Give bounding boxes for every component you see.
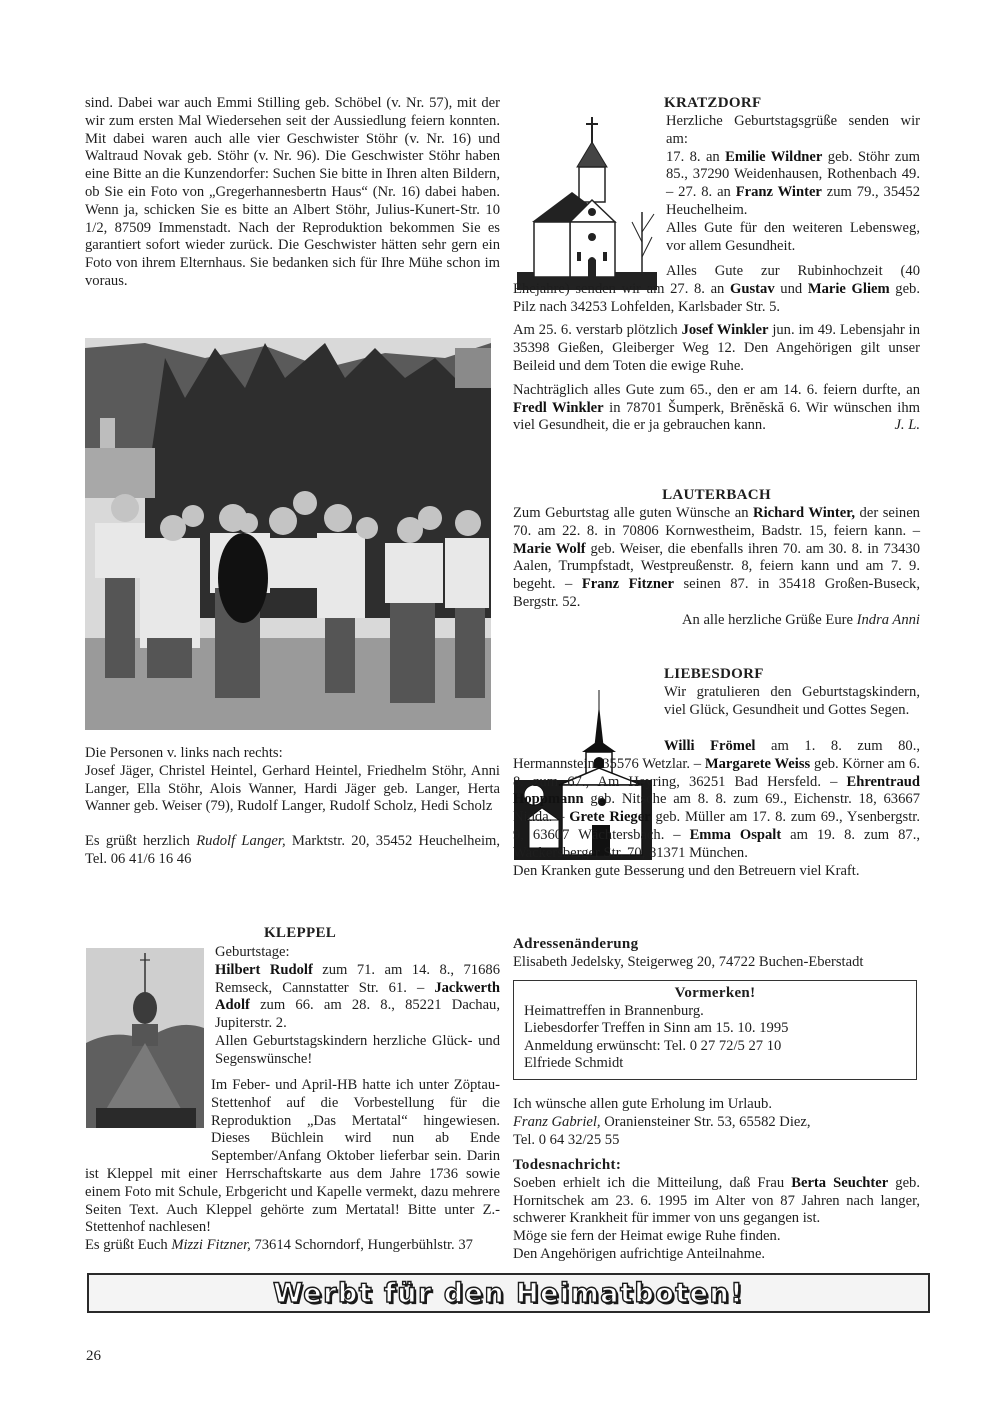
vormerken-line: Liebesdorfer Treffen in Sinn am 15. 10. 1995 — [524, 1020, 789, 1037]
death-notice-heading: Todesnachricht: — [513, 1157, 622, 1173]
text-run: geb. Weiser, die ebenfalls ihren 70. am 30. 8. in 73430 Aalen, Trumpfstadt, Westpreußenstr. 8, feiern kann und am 7. 9. begeht. – — [513, 540, 921, 593]
text-run: seinen 87. in 35418 Großen-Buseck, Bergstr. 52. — [513, 576, 921, 610]
kratzdorf-obituary — [513, 322, 920, 375]
liebesdorf-heading: LIEBESDORF — [664, 666, 764, 682]
intro-paragraph — [85, 95, 500, 291]
text-run: zum 79., 35452 Heuchelheim. — [666, 184, 921, 218]
kratzdorf-birthdays — [666, 149, 920, 220]
bold-name: Franz Fitzner — [581, 576, 674, 593]
kratzdorf-belated-wishes — [513, 382, 920, 435]
group-photo — [85, 338, 491, 730]
kleppel-birthdays — [215, 962, 500, 1033]
kleppel-announcement-text: Im Feber- und April-HB hatte ich unter Zöptau-Stettenhof auf die Vorbestellung für die Reproduktion „Das Mertatal“ hingewiesen. Dieses Büchlein wird nun ab Ende September/Anfang Oktober lieferbar sein. Darin ist Kleppel mit einer Herrschaftskarte aus dem Jahre 1736 sowie einem Foto mit Schule, Erbgericht und Kapelle vermekt, dazu mehrere Seiten Text. Auch Kleppel gehörte zum Mertatal! Bitte unter Z.-Stettenhof nachlesen! — [85, 1077, 500, 1236]
death-notice — [513, 1157, 920, 1264]
text-run: der seinen 70. am 22. 8. in 70806 Kornwestheim, Badstr. 15, feiern kann. – — [513, 505, 920, 539]
vormerken-heading: Vormerken! — [674, 985, 756, 1001]
bold-name: Fredl Winkler — [513, 399, 604, 416]
text-run: geb. Körner am 6. 8. zum 67., Am Heyring, 36251 Bad Hersfeld. – — [513, 755, 921, 790]
intro-text: sind. Dabei war auch Emmi Stilling geb. Schöbel (v. Nr. 57), mit der wir zum ersten Mal Wiedersehen seit der Aussiedlung feiern konnten. Mit dabei waren auch alle vier Geschwister Stöhr (v. Nr. 16) und Waltraud Novak geb. Stöhr (v. Nr. 96). Die Geschwister Stöhr haben eine Bitte an die Kunzendorfer: Suchen Sie bitte in Ihren alten Bildern, ob Sie ein Foto von „Gregerhannesbertn Haus“ (Nr. 16) dabei haben. Wenn ja, schicken Sie es bitte an Albert Stöhr, Julius-Kunert-Str. 10 1/2, 87509 Immenstadt. Nach der Reproduktion bekommen Sie es garantiert sofort wieder zurück. Die Geschwister hätten sehr gern ein Foto von ihrem Elternhaus. Sie bedanken sich für Ihre Mühe schon im voraus. — [85, 95, 500, 289]
text-run: geb. Hornitschek am 23. 6. 1995 im Alter von 87 Jahren nach langer, schwerer Krankheit für immer von uns gegangen ist. — [513, 1174, 920, 1227]
kleppel-announcement — [85, 1077, 500, 1255]
page-number: 26 — [86, 1348, 101, 1364]
text-run: Am 25. 6. verstarb plötzlich — [513, 322, 682, 339]
text-run: Alles Gute zur Rubinhochzeit (40 Ehejahre) senden wir am 27. 8. an — [513, 263, 920, 297]
gabriel-wishes: Ich wünsche allen gute Erholung im Urlaub. — [513, 1096, 772, 1112]
address-change-heading: Adressenänderung — [513, 936, 639, 952]
caption-title: Die Personen v. links nach rechts: — [85, 745, 283, 761]
banner-text: Werbt für den Heimatboten! — [272, 1277, 745, 1309]
text-run: Soeben erhielt ich die Mitteilung, daß Frau — [513, 1174, 792, 1191]
text-run: geb. Müller am 17. 8. zum 69., Ysenbergstr. 9, 63607 Wächtersbach. – — [513, 809, 920, 843]
photo-caption — [85, 745, 500, 869]
caption-names: Josef Jäger, Christel Heintel, Gerhard Heintel, Friedhelm Stöhr, Anni Langer, Ella Stöhr, Alois Wanner, Hardi Jäger geb. Langer, Herta Wanner geb. Weiser (79), Rudolf Langer, Rudolf Scholz, Hedi Scholz — [85, 762, 500, 815]
text-run: geb. Stöhr zum 85., 37290 Weidenhausen, Rothenbach 49. – 27. 8. an — [666, 148, 920, 201]
text-run: zum 71. am 14. 8., 71686 Remseck, Cannstatter Str. 61. – — [215, 961, 500, 996]
liebesdorf-text — [513, 738, 920, 880]
text-run: 17. 8. an — [666, 148, 726, 165]
vormerken-box — [513, 980, 917, 1080]
liebesdorf-birthdays — [513, 738, 920, 863]
kratzdorf-signature: J. L. — [894, 417, 920, 434]
vormerken-line: Elfriede Schmidt — [524, 1055, 624, 1072]
kleppel-wishes: Allen Geburtstagskindern herzliche Glück- und Segenswünsche! — [215, 1032, 500, 1067]
bold-name: Willi Frömel — [664, 738, 756, 754]
kratzdorf-ruby-wedding — [513, 263, 920, 316]
text-run: jun. im 49. Lebensjahr in 35398 Gießen, Gleiberger Weg 12. Den Angehörigen gilt unser Beileid und dem Toten die ewige Ruhe. — [513, 322, 920, 374]
bold-name: Emilie Wildner — [725, 148, 823, 165]
kleppel-text — [215, 944, 500, 1069]
bold-name: Berta Seuchter — [791, 1174, 889, 1191]
bold-name: Josef Winkler — [681, 322, 769, 339]
bold-name: Jackwerth Adolf — [215, 979, 500, 1014]
address-change-text: Elisabeth Jedelsky, Steigerweg 20, 74722 Buchen-Eberstadt — [513, 953, 864, 970]
death-notice-wish: Möge sie fern der Heimat ewige Ruhe finden. — [513, 1228, 781, 1245]
photo-spacer — [85, 1077, 211, 1165]
death-notice-condolence: Den Angehörigen aufrichtige Anteilnahme. — [513, 1245, 766, 1262]
address-change — [513, 936, 920, 972]
caption-greeting: Es grüßt herzlich Rudolf Langer, Marktstr. 20, 35452 Heuchelheim, Tel. 06 41/6 16 46 — [85, 833, 501, 867]
gabriel-phone: Tel. 0 64 32/25 55 — [513, 1131, 620, 1148]
text-run: am 1. 8. zum 80., Hermannstein, 35576 Wetzlar. – — [513, 738, 920, 772]
kratzdorf-wishes: Alles Gute für den weiteren Lebensweg, vor allem Gesundheit. — [666, 219, 920, 254]
bold-name: Franz Winter — [735, 184, 822, 201]
bold-name: Marie Wolf — [513, 540, 586, 557]
kratzdorf-anniversary — [513, 263, 920, 435]
bold-name: Margarete Weiss — [704, 755, 811, 772]
vormerken-line: Anmeldung erwünscht: Tel. 0 27 72/5 27 10 — [524, 1037, 782, 1054]
gabriel-note — [513, 1096, 920, 1149]
bold-name: Ehrentraud Hoppmann — [513, 773, 920, 808]
liebesdorf-wishes: Den Kranken gute Besserung und den Betreuern viel Kraft. — [513, 862, 860, 879]
lauterbach-text — [513, 505, 920, 630]
kratzdorf-top-text — [666, 113, 920, 255]
bold-name: Marie Gliem — [807, 280, 890, 297]
promo-banner — [87, 1273, 930, 1313]
text-run: in 78701 Šumperk, Brĕnĕskă 6. Wir wünschen ihm viel Gesundheit, die er ja gebrauchen kann. — [513, 399, 920, 434]
lauterbach-signature: An alle herzliche Grüße Eure Indra Anni — [681, 611, 920, 628]
gabriel-address: Franz Gabriel, Oranienstеiner Str. 53, 65582 Diez, — [513, 1113, 811, 1130]
lauterbach-heading: LAUTERBACH — [662, 487, 771, 503]
text-run: am 19. 8. zum 87., Wackersberger Str. 70, 81371 München. — [513, 826, 920, 861]
bold-name: Richard Winter, — [753, 505, 856, 521]
kratzdorf-heading: KRATZDORF — [664, 95, 762, 111]
greeting-name: Rudolf Langer, — [196, 833, 286, 850]
text-run: und — [774, 280, 808, 297]
vormerken-line: Heimattreffen in Brannenburg. — [524, 1002, 704, 1019]
group-photo-image — [85, 338, 491, 730]
liebesdorf-greeting: Wir gratulieren den Geburtstagskindern, viel Glück, Gesundheit und Gottes Segen. — [664, 684, 920, 718]
lauterbach-birthdays — [513, 505, 920, 612]
bold-name: Grete Rieger — [569, 809, 651, 826]
bold-name: Gustav — [730, 280, 775, 297]
kratzdorf-greeting: Herzliche Geburtstagsgrüße senden wir am: — [666, 113, 920, 147]
bold-name: Hilbert Rudolf — [215, 961, 313, 978]
kleppel-signature: Es grüßt Euch Mizzi Fitzner, 73614 Schorndorf, Hungerbühlstr. 37 — [85, 1237, 473, 1254]
kleppel-subheading: Geburtstage: — [215, 944, 290, 960]
text-run: Nachträglich alles Gute zum 65., den er am 14. 6. feiern durfte, an — [513, 381, 920, 398]
death-notice-text — [513, 1175, 920, 1228]
text-run: geb. Pilz nach 34253 Lohfelden, Karlsbader Str. 5. — [513, 280, 921, 315]
text-run: geb. Nitsche am 8. 8. zum 69., Eichenstr. 18, 63667 Nidda. – — [513, 791, 920, 826]
text-run: zum 66. am 28. 8., 85221 Dachau, Jupiterstr. 2. — [215, 997, 500, 1032]
bold-name: Emma Ospalt — [689, 826, 782, 843]
liebesdorf-intro — [664, 684, 920, 720]
kleppel-heading: KLEPPEL — [263, 925, 337, 941]
text-run: Zum Geburtstag alle guten Wünsche an — [513, 505, 754, 521]
